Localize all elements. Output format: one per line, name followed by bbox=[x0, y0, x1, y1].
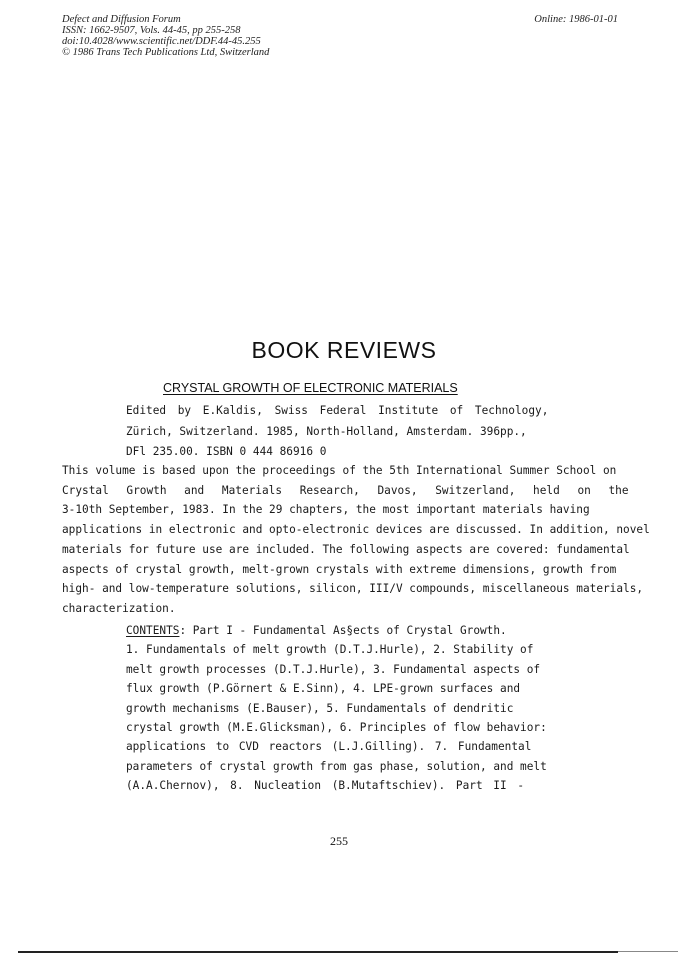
body-line: Crystal Growth and Materials Research, Davos, Switzerland, held on the bbox=[62, 483, 629, 497]
contents-line: melt growth processes (D.T.J.Hurle), 3. Fundamental aspects of bbox=[126, 662, 541, 676]
contents-line: applications to CVD reactors (L.J.Gilling). 7. Fundamental bbox=[126, 740, 532, 754]
contents-label: CONTENTS bbox=[126, 624, 180, 637]
body-line: characterization. bbox=[62, 601, 176, 615]
body-line: aspects of crystal growth, melt-grown crystals with extreme dimensions, growth from bbox=[62, 562, 617, 576]
contents-line: crystal growth (M.E.Glicksman), 6. Principles of flow behavior: bbox=[126, 721, 547, 735]
bibliography-line: Zürich, Switzerland. 1985, North-Holland, Amsterdam. 396pp., bbox=[126, 424, 527, 438]
footer-rule bbox=[18, 951, 618, 953]
review-body bbox=[62, 461, 650, 619]
bibliography-line: DFl 235.00. ISBN 0 444 86916 0 bbox=[126, 445, 327, 458]
contents-part-one: : Part I - Fundamental As§ects of Crystal Growth. bbox=[179, 624, 507, 637]
book-title: CRYSTAL GROWTH OF ELECTRONIC MATERIALS bbox=[163, 381, 458, 395]
bibliography-line: Edited by E.Kaldis, Swiss Federal Institute of Technology, bbox=[126, 404, 549, 417]
body-line: 3-10th September, 1983. In the 29 chapters, the most important materials having bbox=[62, 503, 590, 517]
body-line: This volume is based upon the proceedings of the 5th International Summer School on bbox=[62, 464, 617, 477]
contents-line: growth mechanisms (E.Bauser), 5. Fundamentals of dendritic bbox=[126, 701, 514, 715]
doi-link[interactable]: doi:10.4028/www.scientific.net/DDF.44-45.255 bbox=[62, 36, 261, 47]
contents-line: flux growth (P.Görnert & E.Sinn), 4. LPE-grown surfaces and bbox=[126, 682, 521, 696]
issn-line: ISSN: 1662-9507, Vols. 44-45, pp 255-258 bbox=[62, 25, 241, 36]
contents-line: 1. Fundamentals of melt growth (D.T.J.Hurle), 2. Stability of bbox=[126, 643, 534, 657]
contents-line: (A.A.Chernov), 8. Nucleation (B.Mutaftschiev). Part II - bbox=[126, 779, 525, 793]
body-line: applications in electronic and opto-electronic devices are discussed. In addition, novel bbox=[62, 523, 650, 537]
page-number: 255 bbox=[330, 834, 348, 848]
footer-rule-tail bbox=[618, 951, 678, 952]
contents-line: parameters of crystal growth from gas phase, solution, and melt bbox=[126, 759, 547, 773]
citation-header bbox=[62, 14, 269, 58]
body-line: materials for future use are included. The following aspects are covered: fundamental bbox=[62, 542, 630, 556]
journal-name: Defect and Diffusion Forum bbox=[62, 14, 181, 25]
online-date: Online: 1986-01-01 bbox=[534, 14, 618, 25]
body-line: high- and low-temperature solutions, silicon, III/V compounds, miscellaneous materials, bbox=[62, 582, 644, 596]
bibliography bbox=[126, 401, 598, 463]
copyright-line: © 1986 Trans Tech Publications Ltd, Switzerland bbox=[62, 47, 270, 58]
section-title: BOOK REVIEWS bbox=[251, 337, 437, 363]
contents-heading-line bbox=[126, 621, 586, 640]
contents-list bbox=[126, 621, 586, 796]
